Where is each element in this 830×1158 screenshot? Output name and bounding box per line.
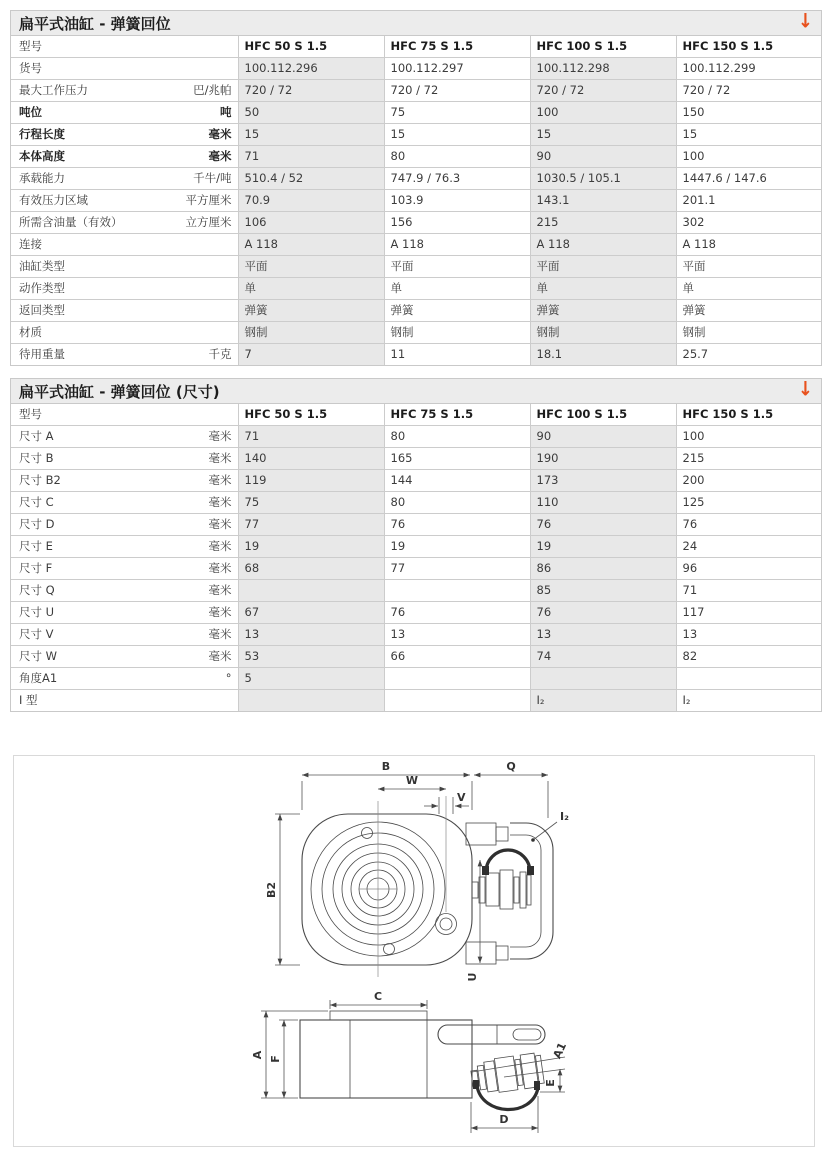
spec-value-cell: 103.9 bbox=[384, 190, 530, 212]
spec-value-cell bbox=[384, 690, 530, 712]
spec-value-cell: 76 bbox=[384, 602, 530, 624]
spec-value-cell: 77 bbox=[384, 558, 530, 580]
dim-Q bbox=[474, 760, 548, 818]
spec-row bbox=[11, 426, 821, 448]
spec-row bbox=[11, 580, 821, 602]
spec-value-cell: 71 bbox=[676, 580, 821, 602]
spec-value-cell: I₂ bbox=[676, 690, 821, 712]
spec-value-cell: 720 / 72 bbox=[238, 80, 384, 102]
hose-clamp bbox=[534, 1081, 540, 1090]
svg-text:U: U bbox=[466, 972, 479, 982]
table2-title: 扁平式油缸 - 弹簧回位 (尺寸) bbox=[19, 383, 220, 401]
spec-label-cell: 承载能力 千牛/吨 bbox=[11, 168, 238, 190]
spec-value-cell: 15 bbox=[676, 124, 821, 146]
table2-title-bar bbox=[11, 379, 821, 404]
spec-row bbox=[11, 514, 821, 536]
spec-value-cell: 75 bbox=[384, 102, 530, 124]
spec-value-cell: 13 bbox=[530, 624, 676, 646]
spec-row bbox=[11, 124, 821, 146]
spec-value-cell: 弹簧 bbox=[238, 300, 384, 322]
spec-value-cell: 100.112.296 bbox=[238, 58, 384, 80]
spec-value-cell: 77 bbox=[238, 514, 384, 536]
spec-value-cell: 15 bbox=[384, 124, 530, 146]
spec-label-cell: 尺寸 A 毫米 bbox=[11, 426, 238, 448]
spec-label-cell: 尺寸 B 毫米 bbox=[11, 448, 238, 470]
spec-value-cell: 弹簧 bbox=[676, 300, 821, 322]
model-header-row bbox=[11, 36, 821, 58]
spec-value-cell: 80 bbox=[384, 492, 530, 514]
dim-W bbox=[378, 774, 446, 789]
spec-label-cell: 尺寸 V 毫米 bbox=[11, 624, 238, 646]
spec-value-cell: 747.9 / 76.3 bbox=[384, 168, 530, 190]
spec-row bbox=[11, 190, 821, 212]
dimensions-spec-table-section bbox=[10, 378, 822, 712]
spec-label-cell: 有效压力区域 平方厘米 bbox=[11, 190, 238, 212]
bolt-hole bbox=[384, 944, 395, 955]
dim-C bbox=[330, 990, 427, 1009]
svg-text:B: B bbox=[381, 760, 391, 773]
spec-row bbox=[11, 146, 821, 168]
spec-value-cell: 510.4 / 52 bbox=[238, 168, 384, 190]
spec-value-cell: 71 bbox=[238, 146, 384, 168]
spec-value-cell bbox=[676, 668, 821, 690]
spec-label-cell: I 型 bbox=[11, 690, 238, 712]
model-name-cell: HFC 75 S 1.5 bbox=[384, 404, 530, 426]
model-name-cell: HFC 150 S 1.5 bbox=[676, 36, 821, 58]
spec-label-cell: 最大工作压力 巴/兆帕 bbox=[11, 80, 238, 102]
dimensions-spec-table bbox=[11, 404, 821, 711]
dust-cap-hose bbox=[486, 850, 530, 872]
spec-label-cell: 尺寸 Q 毫米 bbox=[11, 580, 238, 602]
spec-label-cell: 尺寸 C 毫米 bbox=[11, 492, 238, 514]
spec-value-cell: 165 bbox=[384, 448, 530, 470]
spec-label-cell: 连接 bbox=[11, 234, 238, 256]
dim-B2 bbox=[265, 814, 300, 965]
dim-D bbox=[471, 1096, 538, 1133]
spec-row bbox=[11, 322, 821, 344]
spec-value-cell: 71 bbox=[238, 426, 384, 448]
spec-value-cell: 85 bbox=[530, 580, 676, 602]
spec-label-cell: 所需含油量（有效） 立方厘米 bbox=[11, 212, 238, 234]
spec-value-cell: A 118 bbox=[384, 234, 530, 256]
return-tube bbox=[510, 823, 553, 959]
spec-row bbox=[11, 602, 821, 624]
spec-value-cell: 单 bbox=[676, 278, 821, 300]
model-name-cell: HFC 50 S 1.5 bbox=[238, 404, 384, 426]
spec-value-cell: 平面 bbox=[384, 256, 530, 278]
spec-row bbox=[11, 58, 821, 80]
spec-value-cell: 单 bbox=[238, 278, 384, 300]
spec-value-cell: 82 bbox=[676, 646, 821, 668]
table1-title: 扁平式油缸 - 弹簧回位 bbox=[19, 15, 171, 33]
model-header-label-cell: 型号 bbox=[11, 404, 238, 426]
spec-label-cell: 尺寸 D 毫米 bbox=[11, 514, 238, 536]
spec-value-cell: 5 bbox=[238, 668, 384, 690]
spec-row bbox=[11, 344, 821, 366]
svg-text:D: D bbox=[499, 1113, 509, 1126]
spec-row bbox=[11, 212, 821, 234]
spec-value-cell: 100 bbox=[676, 146, 821, 168]
spec-value-cell: 钢制 bbox=[676, 322, 821, 344]
spec-value-cell: 90 bbox=[530, 426, 676, 448]
spec-value-cell: 19 bbox=[530, 536, 676, 558]
spec-value-cell: 弹簧 bbox=[530, 300, 676, 322]
table2-download-arrow-icon[interactable]: ↓ bbox=[797, 377, 813, 401]
dim-U bbox=[466, 860, 480, 981]
spec-row bbox=[11, 448, 821, 470]
svg-text:W: W bbox=[405, 774, 419, 787]
spec-value-cell: 100.112.298 bbox=[530, 58, 676, 80]
spec-value-cell: 钢制 bbox=[384, 322, 530, 344]
spec-row bbox=[11, 470, 821, 492]
spec-row bbox=[11, 690, 821, 712]
spec-row bbox=[11, 558, 821, 580]
spec-label-cell: 油缸类型 bbox=[11, 256, 238, 278]
spec-value-cell bbox=[238, 690, 384, 712]
spec-value-cell: 76 bbox=[384, 514, 530, 536]
spec-value-cell: 100 bbox=[676, 426, 821, 448]
spec-value-cell: 15 bbox=[530, 124, 676, 146]
svg-text:B2: B2 bbox=[265, 881, 278, 899]
model-header-label-cell: 型号 bbox=[11, 36, 238, 58]
spec-value-cell: 215 bbox=[676, 448, 821, 470]
performance-spec-table bbox=[11, 36, 821, 365]
svg-text:E: E bbox=[544, 1079, 557, 1087]
spec-label-cell: 动作类型 bbox=[11, 278, 238, 300]
spec-value-cell: 单 bbox=[530, 278, 676, 300]
spec-value-cell: 76 bbox=[530, 514, 676, 536]
spec-value-cell: 平面 bbox=[238, 256, 384, 278]
spec-value-cell: 90 bbox=[530, 146, 676, 168]
spec-value-cell: 75 bbox=[238, 492, 384, 514]
dim-A bbox=[251, 1011, 328, 1098]
spec-value-cell: A 118 bbox=[530, 234, 676, 256]
spec-value-cell: A 118 bbox=[238, 234, 384, 256]
spec-value-cell: 弹簧 bbox=[384, 300, 530, 322]
spec-label-cell: 尺寸 W 毫米 bbox=[11, 646, 238, 668]
spec-value-cell: 302 bbox=[676, 212, 821, 234]
spec-value-cell: 173 bbox=[530, 470, 676, 492]
spec-value-cell: 25.7 bbox=[676, 344, 821, 366]
spec-value-cell bbox=[238, 580, 384, 602]
spec-row bbox=[11, 668, 821, 690]
spec-label-cell: 尺寸 E 毫米 bbox=[11, 536, 238, 558]
spec-value-cell: 19 bbox=[238, 536, 384, 558]
spec-value-cell: 150 bbox=[676, 102, 821, 124]
spec-value-cell: 66 bbox=[384, 646, 530, 668]
saddle bbox=[330, 1011, 427, 1020]
spec-value-cell: 53 bbox=[238, 646, 384, 668]
dim-E bbox=[540, 1069, 565, 1092]
spec-value-cell: A 118 bbox=[676, 234, 821, 256]
spec-value-cell: 100.112.299 bbox=[676, 58, 821, 80]
spec-label-cell: 待用重量 千克 bbox=[11, 344, 238, 366]
spec-value-cell: 70.9 bbox=[238, 190, 384, 212]
spec-value-cell: 18.1 bbox=[530, 344, 676, 366]
spec-value-cell: 13 bbox=[384, 624, 530, 646]
model-name-cell: HFC 75 S 1.5 bbox=[384, 36, 530, 58]
spec-value-cell: 76 bbox=[530, 602, 676, 624]
spec-label-cell: 尺寸 U 毫米 bbox=[11, 602, 238, 624]
spec-value-cell: 19 bbox=[384, 536, 530, 558]
spec-value-cell: 平面 bbox=[676, 256, 821, 278]
spec-row bbox=[11, 256, 821, 278]
spec-value-cell: 钢制 bbox=[530, 322, 676, 344]
spec-value-cell: 80 bbox=[384, 146, 530, 168]
spec-value-cell: 117 bbox=[676, 602, 821, 624]
svg-text:C: C bbox=[373, 990, 383, 1003]
spec-value-cell: 67 bbox=[238, 602, 384, 624]
spec-value-cell: 200 bbox=[676, 470, 821, 492]
spec-row bbox=[11, 492, 821, 514]
spec-value-cell: 68 bbox=[238, 558, 384, 580]
spec-label-cell: 尺寸 B2 毫米 bbox=[11, 470, 238, 492]
spec-value-cell: I₂ bbox=[530, 690, 676, 712]
hose-clamp bbox=[473, 1080, 479, 1089]
spec-value-cell: 720 / 72 bbox=[676, 80, 821, 102]
model-name-cell: HFC 50 S 1.5 bbox=[238, 36, 384, 58]
model-name-cell: HFC 100 S 1.5 bbox=[530, 404, 676, 426]
spec-label-cell: 行程长度 毫米 bbox=[11, 124, 238, 146]
spec-row bbox=[11, 234, 821, 256]
spec-value-cell: 76 bbox=[676, 514, 821, 536]
cylinder-body-side bbox=[300, 1020, 472, 1098]
spec-label-cell: 尺寸 F 毫米 bbox=[11, 558, 238, 580]
spec-row bbox=[11, 624, 821, 646]
spec-value-cell: 1447.6 / 147.6 bbox=[676, 168, 821, 190]
spec-value-cell bbox=[384, 668, 530, 690]
hose-clamp bbox=[482, 866, 489, 875]
spec-value-cell: 100 bbox=[530, 102, 676, 124]
spec-value-cell: 143.1 bbox=[530, 190, 676, 212]
dim-B bbox=[302, 760, 472, 810]
bolt-hole bbox=[362, 828, 373, 839]
spec-value-cell: 7 bbox=[238, 344, 384, 366]
svg-text:A1: A1 bbox=[550, 1040, 570, 1061]
spec-value-cell: 125 bbox=[676, 492, 821, 514]
table1-title-bar bbox=[11, 11, 821, 36]
spec-value-cell: 156 bbox=[384, 212, 530, 234]
svg-text:A: A bbox=[251, 1050, 264, 1060]
spec-value-cell: 119 bbox=[238, 470, 384, 492]
carry-handle bbox=[438, 1025, 545, 1044]
spec-value-cell bbox=[384, 580, 530, 602]
spec-value-cell: 720 / 72 bbox=[384, 80, 530, 102]
technical-drawing bbox=[14, 756, 814, 1146]
model-name-cell: HFC 150 S 1.5 bbox=[676, 404, 821, 426]
model-header-row bbox=[11, 404, 821, 426]
spec-value-cell: 110 bbox=[530, 492, 676, 514]
side-view bbox=[251, 990, 569, 1133]
spec-row bbox=[11, 278, 821, 300]
spec-value-cell: 13 bbox=[676, 624, 821, 646]
coupler-side-view bbox=[470, 1052, 545, 1096]
spec-value-cell: 100.112.297 bbox=[384, 58, 530, 80]
spec-value-cell: 80 bbox=[384, 426, 530, 448]
technical-drawing-box bbox=[13, 755, 815, 1147]
oil-port bbox=[436, 914, 457, 935]
table1-download-arrow-icon[interactable]: ↓ bbox=[797, 9, 813, 33]
spec-value-cell: 106 bbox=[238, 212, 384, 234]
coupler-top-view bbox=[472, 870, 531, 909]
spec-value-cell: 144 bbox=[384, 470, 530, 492]
spec-value-cell: 96 bbox=[676, 558, 821, 580]
spec-label-cell: 本体高度 毫米 bbox=[11, 146, 238, 168]
spec-label-cell: 材质 bbox=[11, 322, 238, 344]
spec-row bbox=[11, 646, 821, 668]
spec-value-cell: 单 bbox=[384, 278, 530, 300]
spec-value-cell: 平面 bbox=[530, 256, 676, 278]
spec-value-cell: 1030.5 / 105.1 bbox=[530, 168, 676, 190]
spec-label-cell: 吨位 吨 bbox=[11, 102, 238, 124]
dim-V bbox=[424, 791, 469, 814]
spec-value-cell: 13 bbox=[238, 624, 384, 646]
spec-value-cell: 86 bbox=[530, 558, 676, 580]
spec-value-cell: 50 bbox=[238, 102, 384, 124]
spec-value-cell: 74 bbox=[530, 646, 676, 668]
spec-row bbox=[11, 536, 821, 558]
model-name-cell: HFC 100 S 1.5 bbox=[530, 36, 676, 58]
spec-row bbox=[11, 300, 821, 322]
spec-value-cell: 720 / 72 bbox=[530, 80, 676, 102]
svg-text:F: F bbox=[269, 1055, 282, 1063]
spec-label-cell: 角度A1 ° bbox=[11, 668, 238, 690]
spec-value-cell: 11 bbox=[384, 344, 530, 366]
dim-F bbox=[269, 1020, 298, 1098]
spec-row bbox=[11, 168, 821, 190]
spec-value-cell: 15 bbox=[238, 124, 384, 146]
spec-label-cell: 货号 bbox=[11, 58, 238, 80]
dim-label-i2: I₂ bbox=[560, 810, 569, 823]
top-view bbox=[265, 760, 569, 981]
spec-value-cell: 201.1 bbox=[676, 190, 821, 212]
spec-label-cell: 返回类型 bbox=[11, 300, 238, 322]
spec-value-cell: 钢制 bbox=[238, 322, 384, 344]
performance-spec-table-section bbox=[10, 10, 822, 366]
hose-clamp bbox=[527, 866, 534, 875]
spec-value-cell: 24 bbox=[676, 536, 821, 558]
svg-text:Q: Q bbox=[506, 760, 516, 773]
spec-row bbox=[11, 80, 821, 102]
spec-row bbox=[11, 102, 821, 124]
svg-text:V: V bbox=[457, 791, 466, 804]
spec-value-cell: 140 bbox=[238, 448, 384, 470]
spec-value-cell: 190 bbox=[530, 448, 676, 470]
spec-value-cell: 215 bbox=[530, 212, 676, 234]
spec-value-cell bbox=[530, 668, 676, 690]
